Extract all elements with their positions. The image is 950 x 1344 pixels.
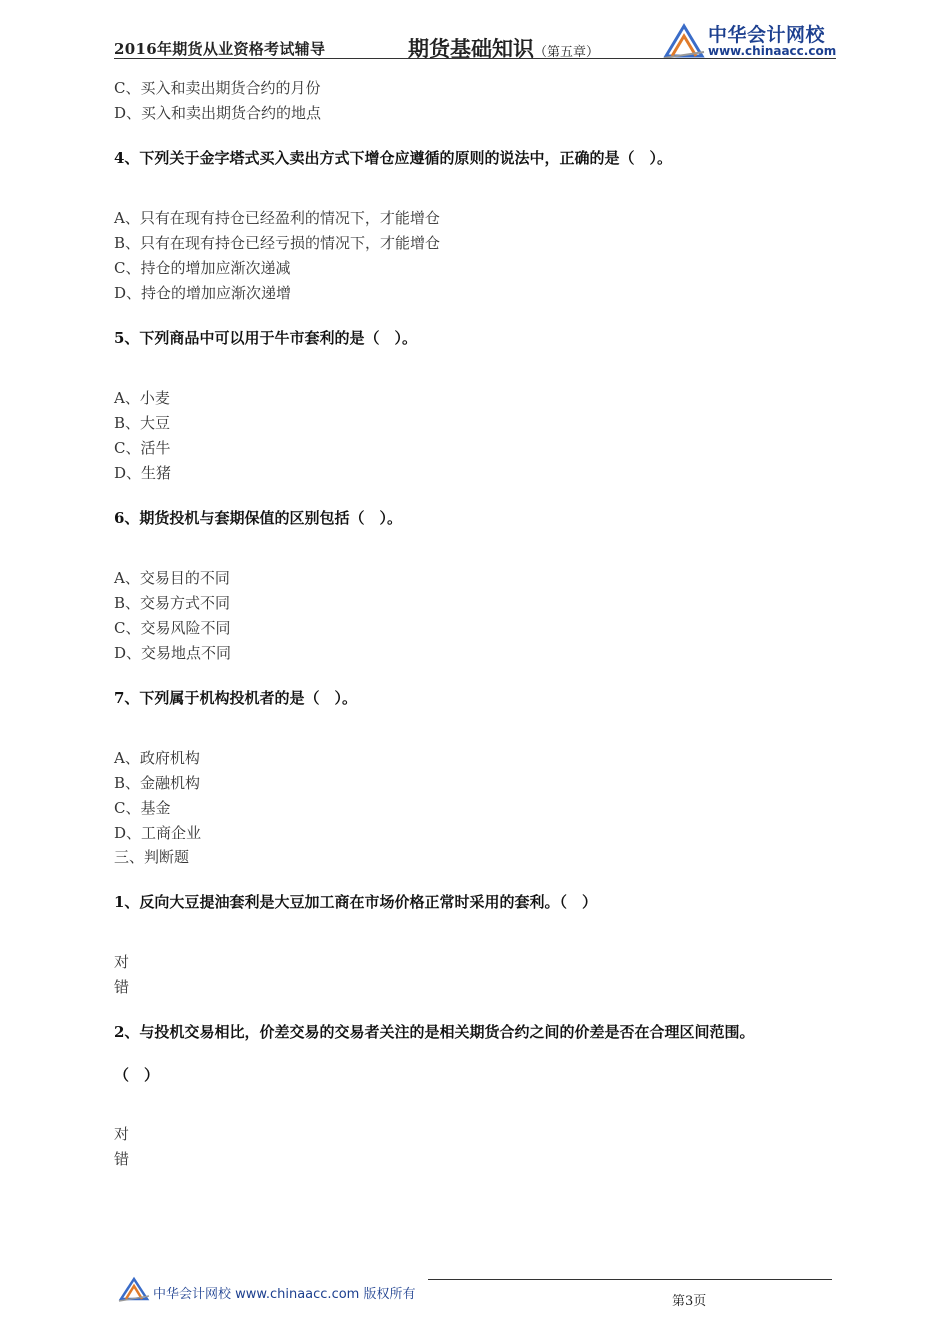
option-line: 错	[114, 1150, 130, 1168]
question-stem: （ ）	[114, 1066, 160, 1084]
option-line: A、小麦	[114, 389, 170, 407]
option-line: D、工商企业	[114, 824, 202, 842]
footer-divider	[428, 1279, 832, 1280]
option-line: C、买入和卖出期货合约的月份	[114, 79, 321, 97]
option-line: B、大豆	[114, 414, 171, 432]
option-line: 对	[114, 1125, 130, 1143]
chinaacc-logo-icon	[662, 22, 706, 60]
option-line: C、活牛	[114, 439, 171, 457]
question-stem: 2、与投机交易相比，价差交易的交易者关注的是相关期货合约之间的价差是否在合理区间范围。	[114, 1023, 755, 1041]
option-line: B、交易方式不同	[114, 594, 231, 612]
chinaacc-logo	[662, 20, 840, 60]
question-stem: 1、反向大豆提油套利是大豆加工商在市场价格正常时采用的套利。（ ）	[114, 893, 597, 911]
option-line: A、交易目的不同	[114, 569, 230, 587]
logo-url: www.chinaacc.com	[708, 44, 837, 58]
question-stem: 7、下列属于机构投机者的是（ ）。	[114, 689, 357, 707]
logo-name: 中华会计网校	[708, 24, 826, 46]
option-line: A、只有在现有持仓已经盈利的情况下，才能增仓	[114, 209, 440, 227]
header-exam-title: 2016年期货从业资格考试辅导	[114, 40, 326, 58]
question-stem: 4、下列关于金字塔式买入卖出方式下增仓应遵循的原则的说法中，正确的是（ ）。	[114, 149, 672, 167]
option-line: C、基金	[114, 799, 171, 817]
option-line: A、政府机构	[114, 749, 200, 767]
chapter-label: （第五章）	[534, 45, 600, 60]
option-line: D、生猪	[114, 464, 172, 482]
option-line: C、持仓的增加应渐次递减	[114, 259, 291, 277]
question-stem: 5、下列商品中可以用于牛市套利的是（ ）。	[114, 329, 417, 347]
question-stem: 6、期货投机与套期保值的区别包括（ ）。	[114, 509, 402, 527]
option-line: 对	[114, 953, 130, 971]
option-line: D、持仓的增加应渐次递增	[114, 284, 292, 302]
chinaacc-logo-icon	[118, 1276, 150, 1302]
subject-name: 期货基础知识	[408, 36, 534, 61]
page-number: 第3页	[672, 1294, 707, 1309]
option-line: B、金融机构	[114, 774, 201, 792]
option-line: 错	[114, 978, 130, 996]
option-line: D、交易地点不同	[114, 644, 232, 662]
option-line: B、只有在现有持仓已经亏损的情况下，才能增仓	[114, 234, 441, 252]
option-line: 三、判断题	[114, 848, 190, 866]
option-line: D、买入和卖出期货合约的地点	[114, 104, 322, 122]
option-line: C、交易风险不同	[114, 619, 231, 637]
footer-copyright: 中华会计网校 www.chinaacc.com 版权所有	[153, 1287, 416, 1302]
header-divider	[114, 58, 836, 59]
